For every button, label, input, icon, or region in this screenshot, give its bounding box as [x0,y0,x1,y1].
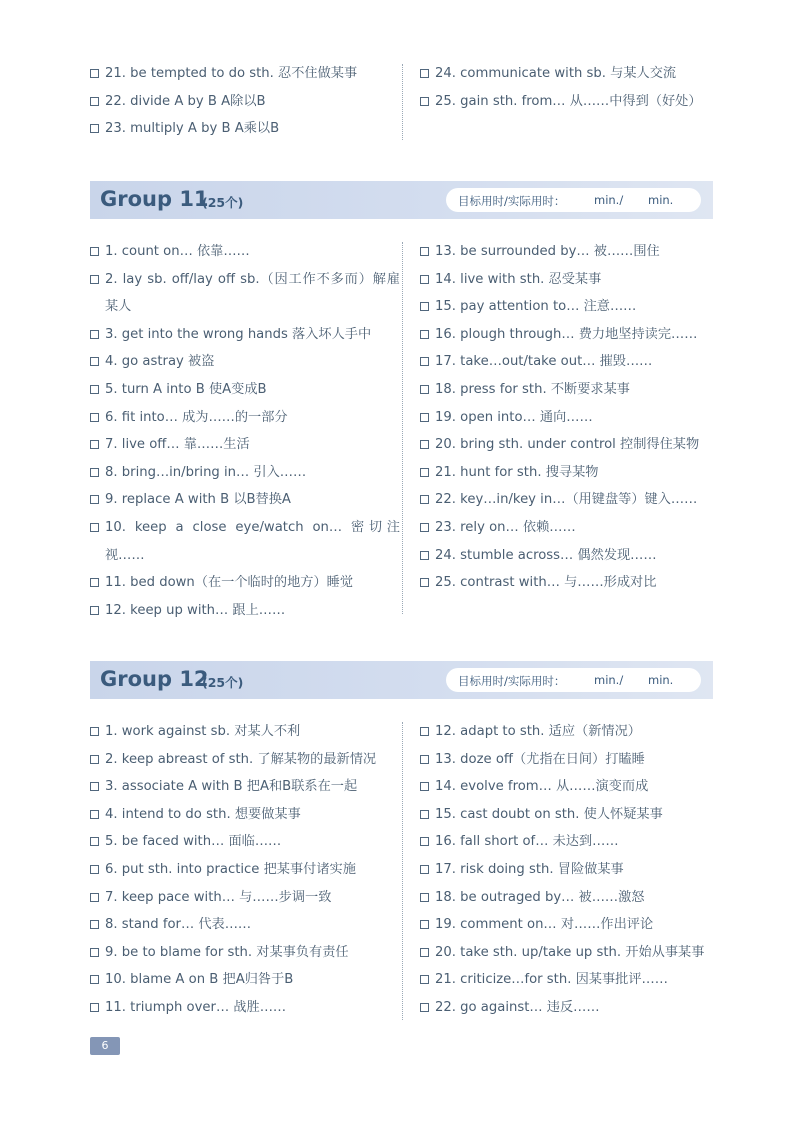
time-unit-target: min./ [594,193,624,207]
top-right-column [420,60,720,115]
checkbox-icon[interactable] [420,727,429,736]
checkbox-icon[interactable] [90,468,99,477]
list-item [420,801,720,829]
phrase-text: 24. communicate with sb. 与某人交流 [435,66,677,81]
group12-time-box [446,668,701,692]
phrase-text: 17. take…out/take out… 摧毁…… [435,354,653,370]
list-item [90,911,400,939]
checkbox-icon[interactable] [420,948,429,957]
list-item [90,856,400,884]
phrase-text: 11. bed down（在一个临时的地方）睡觉 [105,575,354,591]
checkbox-icon[interactable] [420,975,429,984]
list-item [420,569,720,597]
checkbox-icon[interactable] [90,523,99,532]
list-item [420,994,720,1022]
list-item [90,321,400,349]
phrase-text: 2. keep abreast of sth. 了解某物的最新情况 [105,751,377,767]
checkbox-icon[interactable] [90,124,99,133]
list-item [420,542,720,570]
phrase-text: 25. contrast with… 与……形成对比 [435,575,657,591]
list-item [90,569,400,597]
phrase-text: 22. key…in/key in…（用键盘等）键入…… [435,492,698,508]
list-item [420,966,720,994]
checkbox-icon[interactable] [420,247,429,256]
checkbox-icon[interactable] [420,69,429,78]
time-unit-actual: min. [648,673,674,687]
checkbox-icon[interactable] [420,893,429,902]
checkbox-icon[interactable] [420,837,429,846]
list-item [420,293,720,321]
list-item [90,431,400,459]
checkbox-icon[interactable] [90,275,99,284]
group12-title: Group 12 [100,667,209,691]
group12-left-column [90,718,400,1022]
phrase-text: 25. gain sth. from… 从……中得到（好处） [435,93,702,109]
phrase-text: 11. triumph over… 战胜…… [105,999,287,1015]
checkbox-icon[interactable] [420,755,429,764]
checkbox-icon[interactable] [420,865,429,874]
list-item [420,376,720,404]
phrase-text: 5. turn A into B 使A变成B [105,381,267,397]
list-item [420,718,720,746]
group11-count: (25个) [202,195,244,210]
phrase-text: 19. open into… 通向…… [435,409,593,425]
list-item [420,939,720,967]
phrase-text: 12. adapt to sth. 适应（新情况） [435,724,641,739]
phrase-text: 13. doze off（尤指在日间）打瞌睡 [435,751,645,767]
list-item [420,348,720,376]
list-item [420,911,720,939]
checkbox-icon[interactable] [420,551,429,560]
phrase-text: 8. bring…in/bring in… 引入…… [105,464,307,480]
list-item [90,514,400,569]
list-item [90,459,400,487]
phrase-text: 1. count on… 依靠…… [105,244,250,259]
checkbox-icon[interactable] [90,69,99,78]
phrase-text: 23. rely on… 依赖…… [435,519,576,535]
phrase-text: 14. live with sth. 忍受某事 [435,271,602,287]
list-item [90,939,400,967]
checkbox-icon[interactable] [90,837,99,846]
top-left-column [90,60,400,143]
group12-banner [90,661,713,699]
group11-left-column [90,238,400,624]
list-item [420,884,720,912]
checkbox-icon[interactable] [420,523,429,532]
checkbox-icon[interactable] [90,1003,99,1012]
phrase-text: 4. go astray 被盗 [105,354,215,370]
checkbox-icon[interactable] [420,330,429,339]
list-item [90,115,400,143]
group11-banner [90,181,713,219]
checkbox-icon[interactable] [420,920,429,929]
phrase-text: 3. get into the wrong hands 落入坏人手中 [105,326,372,342]
column-divider [402,64,403,140]
phrase-text: 16. plough through… 费力地坚持读完…… [435,326,698,342]
list-item [420,828,720,856]
list-item [90,801,400,829]
phrase-text: 7. keep pace with… 与……步调一致 [105,889,332,905]
checkbox-icon[interactable] [90,975,99,984]
checkbox-icon[interactable] [90,247,99,256]
phrase-text: 22. divide A by B A除以B [105,93,266,109]
checkbox-icon[interactable] [90,440,99,449]
checkbox-icon[interactable] [420,440,429,449]
phrase-text: 18. press for sth. 不断要求某事 [435,381,630,397]
list-item [90,88,400,116]
list-item [90,828,400,856]
checkbox-icon[interactable] [420,413,429,422]
phrase-text: 16. fall short of… 未达到…… [435,834,619,850]
checkbox-icon[interactable] [90,330,99,339]
time-label: 目标用时/实际用时： [458,674,566,688]
checkbox-icon[interactable] [90,413,99,422]
checkbox-icon[interactable] [90,920,99,929]
list-item [420,321,720,349]
phrase-text: 15. pay attention to… 注意…… [435,299,637,315]
group11-right-column [420,238,720,597]
phrase-text: 1. work against sb. 对某人不利 [105,724,301,739]
time-unit-target: min./ [594,673,624,687]
list-item [90,348,400,376]
checkbox-icon[interactable] [420,1003,429,1012]
phrase-text: 9. be to blame for sth. 对某事负有责任 [105,944,349,960]
group11-time-box [446,188,701,212]
list-item [90,746,400,774]
list-item [90,718,400,746]
list-item [420,459,720,487]
column-divider [402,242,403,614]
phrase-text: 21. hunt for sth. 搜寻某物 [435,464,599,480]
list-item [420,514,720,542]
checkbox-icon[interactable] [420,578,429,587]
checkbox-icon[interactable] [90,578,99,587]
list-item [90,486,400,514]
list-item [420,773,720,801]
phrase-text: 21. criticize…for sth. 因某事批评…… [435,972,668,988]
checkbox-icon[interactable] [420,385,429,394]
list-item [90,404,400,432]
phrase-text: 9. replace A with B 以B替换A [105,492,291,508]
phrase-text: 14. evolve from… 从……演变而成 [435,779,649,795]
checkbox-icon[interactable] [90,865,99,874]
phrase-text: 12. keep up with… 跟上…… [105,602,286,618]
column-divider [402,722,403,1020]
checkbox-icon[interactable] [420,275,429,284]
list-item [420,486,720,514]
checkbox-icon[interactable] [90,357,99,366]
page-number: 6 [90,1037,120,1055]
checkbox-icon[interactable] [90,755,99,764]
phrase-text: 10. blame A on B 把A归咎于B [105,972,294,988]
list-item [420,404,720,432]
list-item [90,773,400,801]
phrase-text: 6. put sth. into practice 把某事付诸实施 [105,861,356,877]
checkbox-icon[interactable] [420,810,429,819]
phrase-text: 3. associate A with B 把A和B联系在一起 [105,779,358,795]
phrase-text: 10. keep a close eye/watch on… 密切注视…… [105,519,400,563]
checkbox-icon[interactable] [420,782,429,791]
checkbox-icon[interactable] [90,782,99,791]
checkbox-icon[interactable] [90,948,99,957]
phrase-text: 7. live off… 靠……生活 [105,437,250,453]
list-item [90,884,400,912]
phrase-text: 2. lay sb. off/lay off sb.（因工作不多而）解雇某人 [105,271,400,315]
list-item [90,994,400,1022]
list-item [420,266,720,294]
list-item [420,431,720,459]
list-item [420,856,720,884]
checkbox-icon[interactable] [420,495,429,504]
phrase-text: 13. be surrounded by… 被……围住 [435,244,660,259]
phrase-text: 5. be faced with… 面临…… [105,834,282,850]
list-item [90,376,400,404]
phrase-text: 4. intend to do sth. 想要做某事 [105,806,301,822]
time-unit-actual: min. [648,193,674,207]
list-item [90,266,400,321]
phrase-text: 6. fit into… 成为……的一部分 [105,409,288,425]
time-label: 目标用时/实际用时： [458,194,566,208]
checkbox-icon[interactable] [420,357,429,366]
phrase-text: 20. bring sth. under control 控制得住某物 [435,437,700,453]
list-item [90,966,400,994]
list-item [420,88,720,116]
list-item [420,746,720,774]
phrase-text: 8. stand for… 代表…… [105,917,252,933]
phrase-text: 17. risk doing sth. 冒险做某事 [435,861,624,877]
phrase-text: 21. be tempted to do sth. 忍不住做某事 [105,66,358,81]
phrase-text: 20. take sth. up/take up sth. 开始从事某事 [435,944,705,960]
phrase-text: 18. be outraged by… 被……激怒 [435,889,645,905]
phrase-text: 23. multiply A by B A乘以B [105,121,280,137]
list-item [90,238,400,266]
group12-count: (25个) [202,675,244,690]
phrase-text: 24. stumble across… 偶然发现…… [435,547,657,563]
group11-title: Group 11 [100,187,209,211]
checkbox-icon[interactable] [420,302,429,311]
list-item [90,60,400,88]
phrase-text: 19. comment on… 对……作出评论 [435,917,654,933]
list-item [90,597,400,625]
checkbox-icon[interactable] [90,810,99,819]
checkbox-icon[interactable] [420,97,429,106]
list-item [420,238,720,266]
list-item [420,60,720,88]
phrase-text: 22. go against… 违反…… [435,999,600,1015]
checkbox-icon[interactable] [90,606,99,615]
checkbox-icon[interactable] [420,468,429,477]
checkbox-icon[interactable] [90,495,99,504]
checkbox-icon[interactable] [90,727,99,736]
checkbox-icon[interactable] [90,97,99,106]
phrase-text: 15. cast doubt on sth. 使人怀疑某事 [435,806,663,822]
checkbox-icon[interactable] [90,385,99,394]
checkbox-icon[interactable] [90,893,99,902]
group12-right-column [420,718,720,1022]
